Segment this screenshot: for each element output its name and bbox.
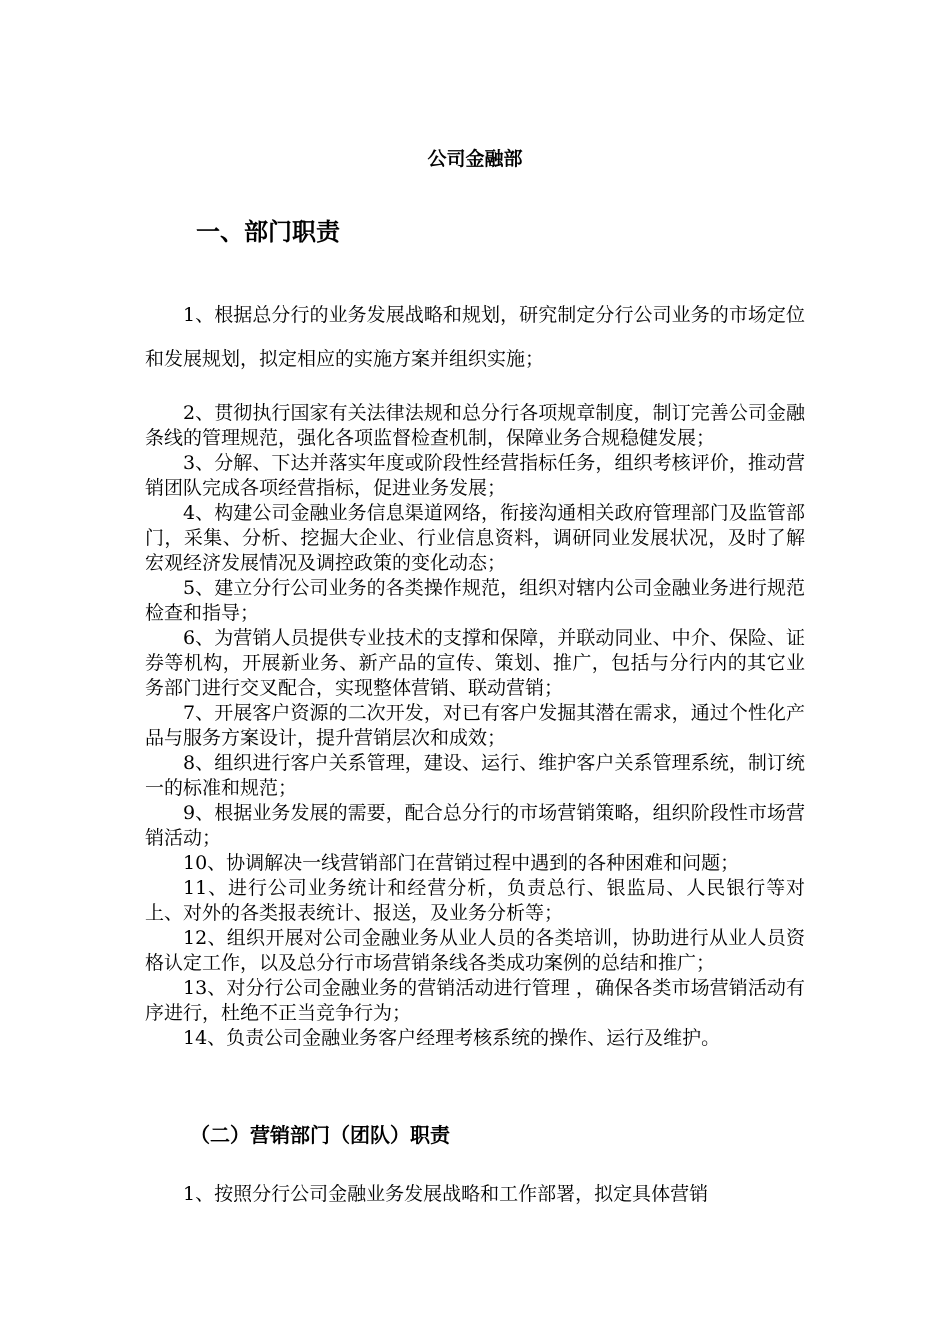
subsection-heading: （二）营销部门（团队）职责 [190, 1123, 450, 1147]
duty-item: 3、分解、下达并落实年度或阶段性经营指标任务，组织考核评价，推动营销团队完成各项经营指标，促进业务发展； [145, 452, 805, 499]
duty-item: 9、根据业务发展的需要，配合总分行的市场营销策略，组织阶段性市场营销活动； [145, 802, 805, 849]
duty-item: 13、对分行公司金融业务的营销活动进行管理 ，确保各类市场营销活动有序进行，杜绝不正当竞争行为； [145, 977, 805, 1024]
section-heading: 一、部门职责 [196, 218, 340, 246]
duty-item: 7、开展客户资源的二次开发，对已有客户发掘其潜在需求，通过个性化产品与服务方案设计，提升营销层次和成效； [145, 702, 805, 749]
duty-item: 2、贯彻执行国家有关法律法规和总分行各项规章制度，制订完善公司金融条线的管理规范，强化各项监督检查机制，保障业务合规稳健发展； [145, 402, 805, 449]
duty-item: 8、组织进行客户关系管理，建设、运行、维护客户关系管理系统，制订统一的标准和规范； [145, 752, 805, 799]
duty-list [145, 401, 805, 1051]
duty-item: 11、进行公司业务统计和经营分析，负责总行、银监局、人民银行等对上、对外的各类报表统计、报送，及业务分析等； [145, 877, 805, 924]
duty-item: 5、建立分行公司业务的各类操作规范，组织对辖内公司金融业务进行规范检查和指导； [145, 577, 805, 624]
duty-item-1: 1、根据总分行的业务发展战略和规划，研究制定分行公司业务的市场定位和发展规划，拟定相应的实施方案并组织实施； [145, 304, 805, 370]
document-title: 公司金融部 [427, 148, 523, 170]
duty-item: 10、协调解决一线营销部门在营销过程中遇到的各种困难和问题； [183, 852, 740, 874]
duty-item: 4、构建公司金融业务信息渠道网络，衔接沟通相关政府管理部门及监管部门，采集、分析、挖掘大企业、行业信息资料，调研同业发展状况，及时了解宏观经济发展情况及调控政策的变化动态； [145, 502, 805, 574]
duty-item: 12、组织开展对公司金融业务从业人员的各类培训，协助进行从业人员资格认定工作，以及总分行市场营销条线各类成功案例的总结和推广； [145, 927, 805, 974]
duty-item: 14、负责公司金融业务客户经理考核系统的操作、运行及维护。 [183, 1027, 721, 1049]
subsection-item-1: 1、按照分行公司金融业务发展战略和工作部署，拟定具体营销 [183, 1183, 709, 1205]
duty-item: 6、为营销人员提供专业技术的支撑和保障，并联动同业、中介、保险、证券等机构，开展新业务、新产品的宣传、策划、推广，包括与分行内的其它业务部门进行交叉配合，实现整体营销、联动营销； [145, 627, 805, 699]
